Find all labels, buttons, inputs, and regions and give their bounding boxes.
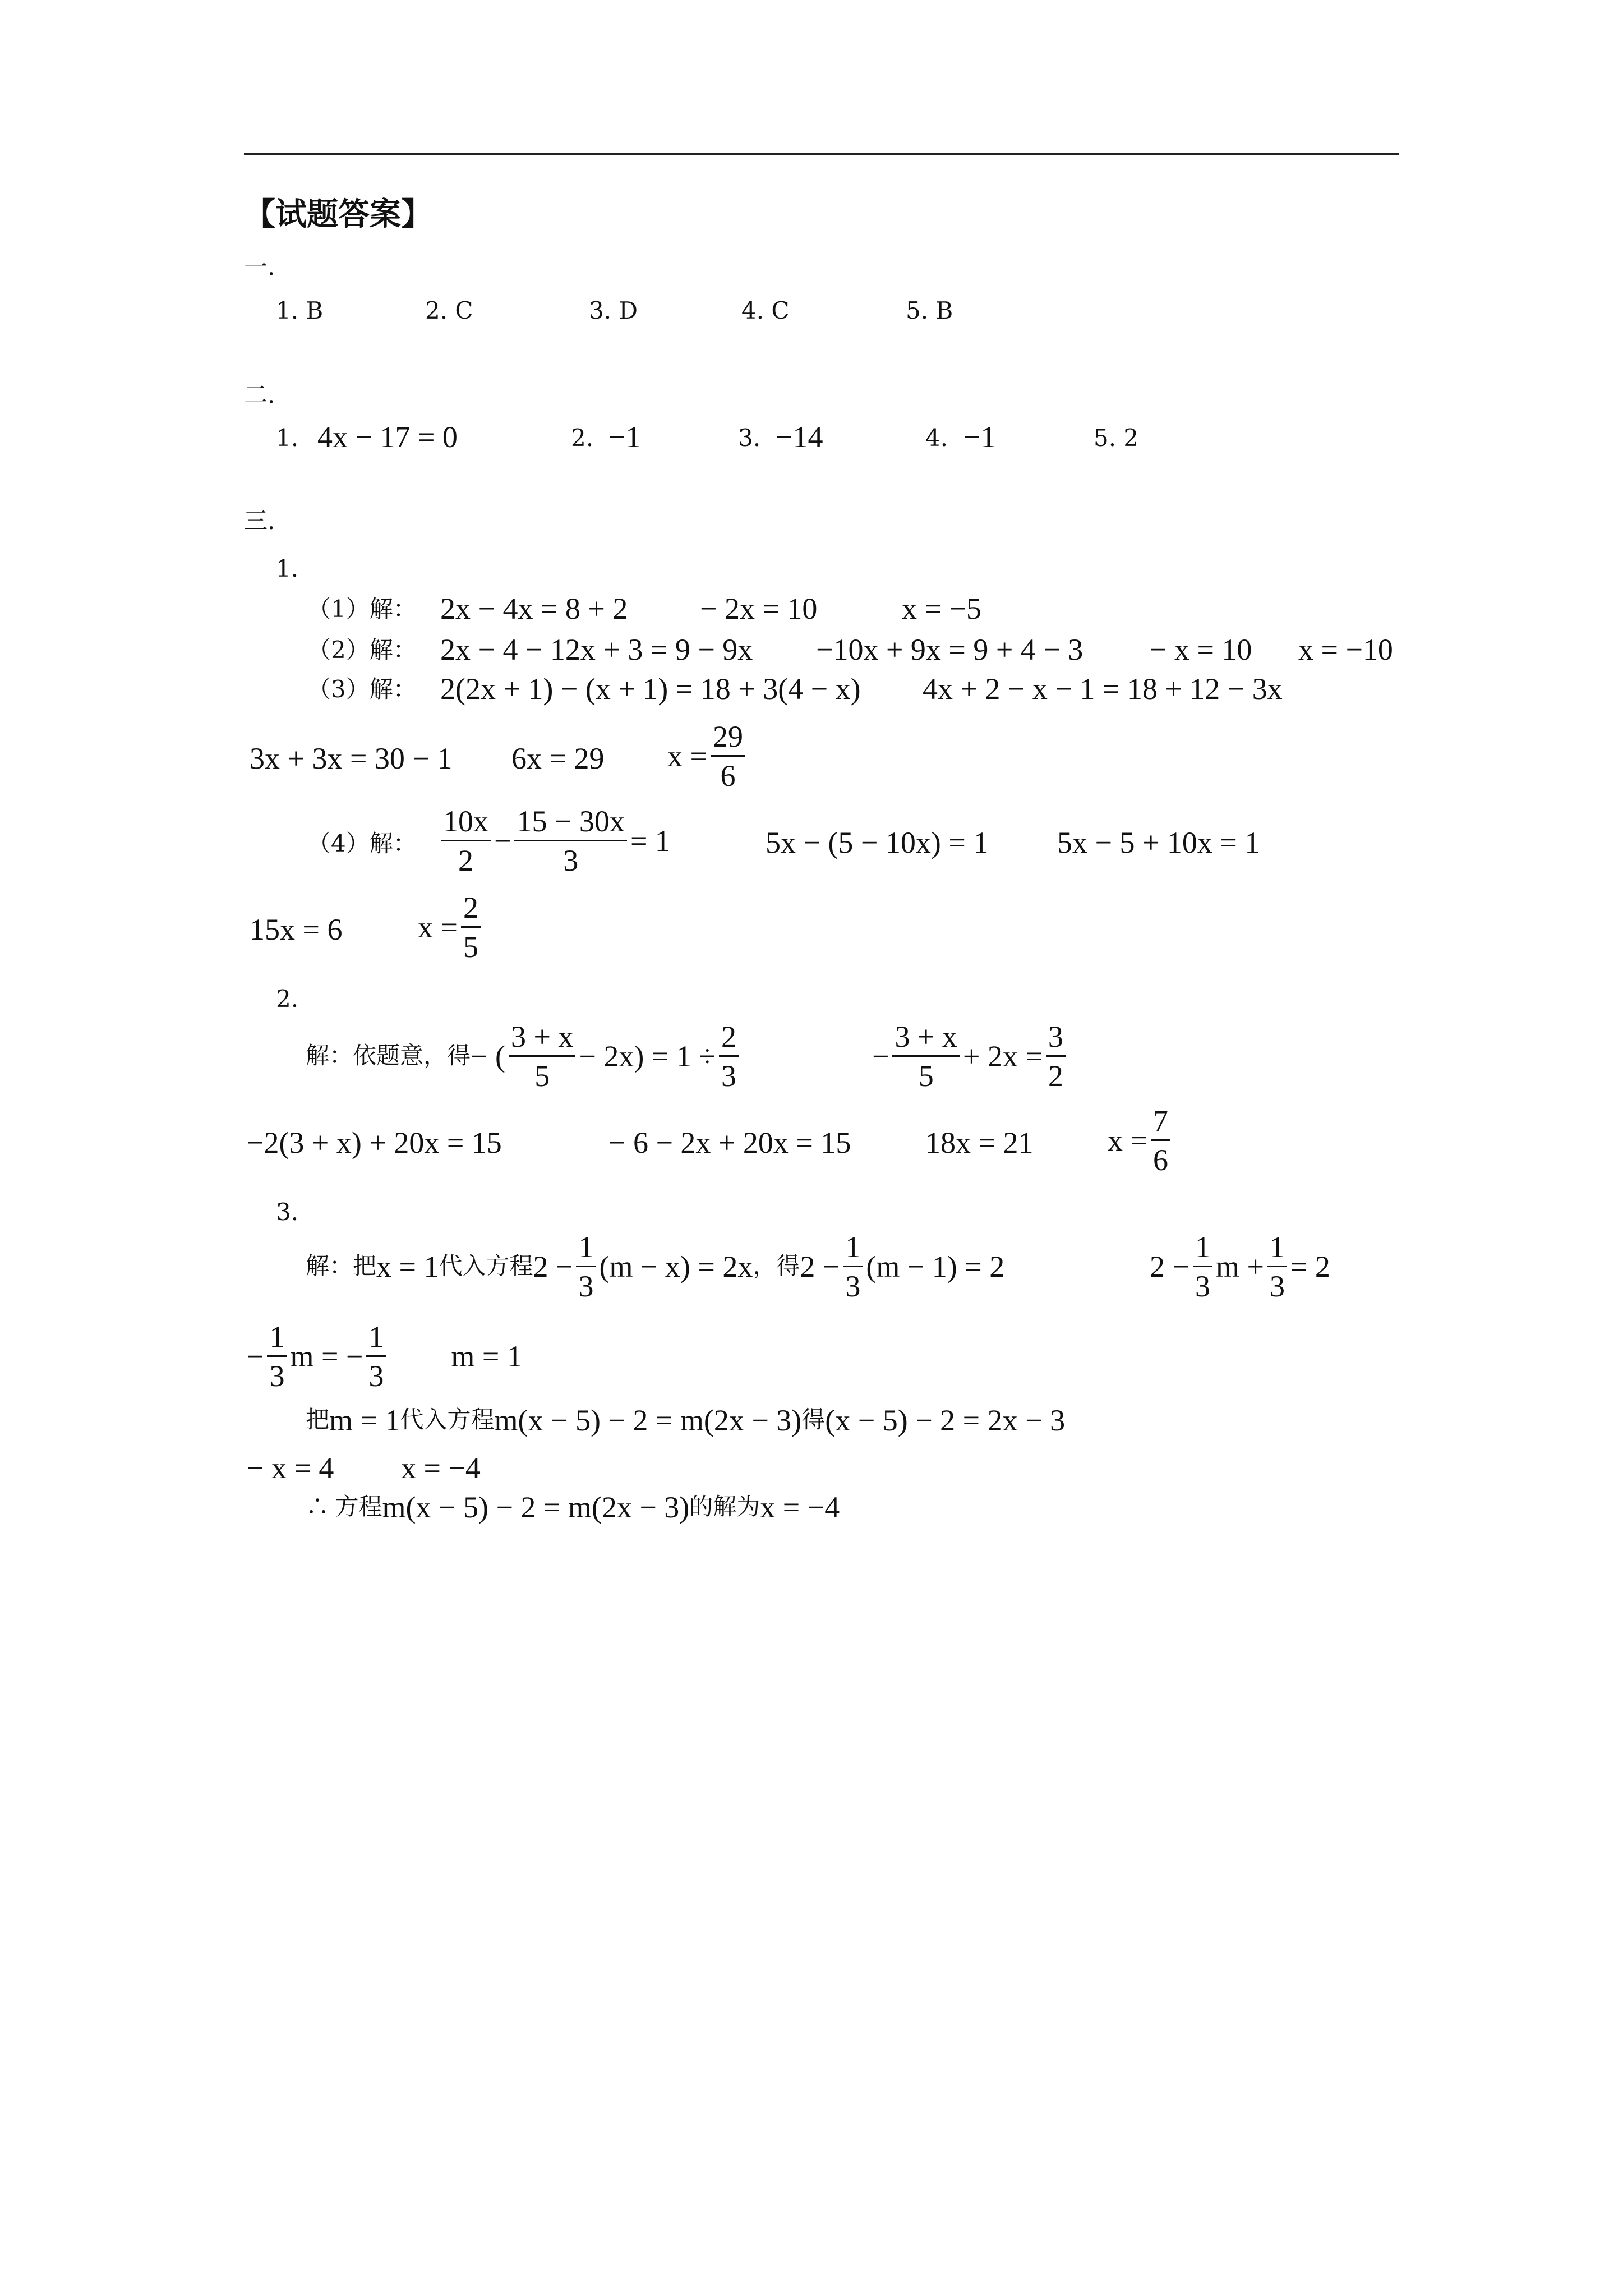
fraction-denominator: 3 (1269, 1269, 1285, 1303)
q3-l5-solution: x = −4 (760, 1490, 840, 1524)
answer-2-1-value: 4x − 17 = 0 (317, 420, 458, 454)
q1-p3-eq5-lhs: x = (667, 739, 707, 774)
q3-l1-text-a: 解：把 (306, 1254, 377, 1280)
q1-p4-eq5-lhs: x = (418, 910, 458, 945)
fraction-denominator: 3 (563, 843, 579, 877)
q2-e1-fraction-2 (719, 1021, 739, 1092)
fraction-denominator: 6 (720, 758, 736, 793)
q1-p4-eq2: 5x − (5 − 10x) = 1 (766, 826, 989, 859)
q2-e1-mid: − 2x) = 1 ÷ (579, 1039, 716, 1074)
q1-p2-eq4: x = −10 (1298, 633, 1393, 666)
answer-1-2: 2. C (425, 297, 473, 324)
fraction-denominator: 5 (918, 1059, 934, 1093)
q2-e2-fraction-1 (892, 1021, 959, 1092)
q1-p1-eq1: 2x − 4x = 8 + 2 (440, 592, 628, 625)
answer-2-4-num: 4. (925, 424, 948, 452)
fraction-numerator: 7 (1151, 1105, 1170, 1141)
q3-l1-d: 2 − (533, 1250, 573, 1284)
q3-line1-eq3 (1150, 1231, 1330, 1302)
q3-l2-fraction-2 (366, 1321, 386, 1392)
q1-p3-eq1: 2(2x + 1) − (x + 1) = 18 + 3(4 − x) (440, 672, 861, 706)
q1-p1-eq2: − 2x = 10 (700, 592, 818, 625)
fraction-numerator: 29 (711, 721, 745, 757)
q2-line2-eq4 (1108, 1105, 1174, 1176)
q3-number: 3. (276, 1198, 299, 1226)
section1-heading: 一. (244, 253, 275, 280)
answer-2-4-value: −1 (963, 420, 996, 454)
q3-l1-i: 2 − (1150, 1250, 1189, 1284)
q3-l1-g: 2 − (800, 1250, 840, 1284)
q3-l2-b: m = − (290, 1340, 363, 1374)
fraction-numerator: 3 + x (509, 1021, 575, 1057)
fraction-denominator: 3 (269, 1359, 285, 1393)
page-title: 【试题答案】 (244, 196, 432, 233)
answer-2-2-num: 2. (571, 424, 594, 452)
q1-number: 1. (276, 555, 299, 582)
q2-line1-eq2 (872, 1021, 1069, 1092)
q3-l2-fraction-1 (267, 1321, 287, 1392)
q3-l3-text-a: 把 (306, 1407, 330, 1433)
fraction-denominator: 3 (721, 1059, 736, 1093)
q1-p4-fraction-2 (514, 806, 626, 876)
q3-l1-fraction-3 (1193, 1231, 1212, 1302)
q3-line3 (306, 1405, 1065, 1435)
fraction-numerator: 3 + x (892, 1021, 959, 1057)
fraction-numerator: 10x (441, 806, 491, 841)
q2-l2-x: x = (1108, 1124, 1147, 1158)
fraction-numerator: 15 − 30x (514, 806, 626, 841)
q3-l1-e: (m − x) = 2x (599, 1250, 753, 1284)
q3-line4-eq2: x = −4 (401, 1451, 481, 1485)
header-rule (244, 153, 1399, 155)
q2-l2-fraction (1151, 1105, 1170, 1176)
q3-conclusion (306, 1492, 840, 1522)
fraction-numerator: 1 (843, 1231, 863, 1267)
q1-p2-label: （2）解： (307, 636, 417, 664)
fraction-numerator: 1 (1267, 1231, 1287, 1267)
answer-2-3-num: 3. (738, 424, 761, 452)
q2-number: 2. (276, 985, 299, 1013)
fraction-numerator: 1 (1193, 1231, 1212, 1267)
q3-l1-text-c: 代入方程 (439, 1254, 533, 1280)
q1-p3-eq3: 3x + 3x = 30 − 1 (250, 742, 453, 775)
q3-l3-equation: m(x − 5) − 2 = m(2x − 3) (494, 1404, 802, 1437)
q2-intro: 解：依题意，得 (306, 1043, 471, 1070)
fraction-numerator: 1 (366, 1321, 386, 1357)
q3-l1-fraction-1 (576, 1231, 596, 1302)
answer-2-5: 5. 2 (1094, 424, 1139, 452)
fraction-denominator: 3 (845, 1269, 861, 1303)
q1-p3-label: （3）解： (307, 675, 417, 703)
q2-line2-eq1: −2(3 + x) + 20x = 15 (247, 1126, 502, 1159)
q1-p1-eq3: x = −5 (902, 592, 981, 625)
fraction-denominator: 3 (578, 1269, 594, 1303)
fraction-numerator: 1 (576, 1231, 596, 1267)
q1-p4-eq5 (418, 892, 484, 963)
q3-l3-text-e: 得 (801, 1407, 826, 1433)
answer-2-3-value: −14 (776, 420, 823, 454)
q1-p4-eq1 (437, 806, 670, 876)
q2-line1 (306, 1021, 742, 1092)
q1-p2-eq3: − x = 10 (1150, 633, 1252, 666)
q1-p4-fraction-1 (441, 806, 491, 876)
q3-l2-a: − (247, 1340, 264, 1374)
q3-l1-h: (m − 1) = 2 (866, 1250, 1005, 1284)
q1-p3-eq5 (667, 721, 749, 792)
q3-line2 (247, 1321, 522, 1392)
q3-l3-result: (x − 5) − 2 = 2x − 3 (825, 1404, 1066, 1437)
fraction-denominator: 2 (1048, 1059, 1063, 1093)
fraction-numerator: 1 (267, 1321, 287, 1357)
q2-e1-pre: − ( (471, 1039, 505, 1074)
answer-2-1-num: 1. (276, 424, 299, 452)
q3-line4-eq1: − x = 4 (247, 1451, 334, 1485)
fraction-denominator: 3 (1195, 1269, 1210, 1303)
q3-l1-fraction-2 (843, 1231, 863, 1302)
q3-line1 (306, 1231, 1004, 1302)
q1-p4-eq5-fraction (461, 892, 481, 963)
q3-l1-k: = 2 (1290, 1250, 1330, 1284)
section2-heading: 二. (244, 381, 275, 408)
minus-sign: − (494, 824, 511, 858)
q1-p2-eq1: 2x − 4 − 12x + 3 = 9 − 9x (440, 633, 753, 666)
q1-p2-eq2: −10x + 9x = 9 + 4 − 3 (816, 633, 1083, 666)
answer-1-3: 3. D (589, 297, 638, 324)
fraction-denominator: 6 (1152, 1143, 1168, 1177)
fraction-denominator: 5 (463, 930, 478, 964)
q2-line2-eq3: 18x = 21 (925, 1126, 1034, 1159)
fraction-numerator: 3 (1046, 1021, 1066, 1057)
q3-l3-m-value: m = 1 (329, 1404, 400, 1437)
q3-l5-therefore: ∴ 方程 (306, 1494, 382, 1520)
q1-p3-eq4: 6x = 29 (511, 742, 605, 775)
q2-e1-fraction-1 (509, 1021, 575, 1092)
answer-1-4: 4. C (741, 297, 790, 324)
q1-p1-label: （1）解： (307, 595, 417, 623)
q3-l5-text: 的解为 (689, 1494, 760, 1520)
q3-l5-equation: m(x − 5) − 2 = m(2x − 3) (382, 1490, 690, 1524)
q2-e2-pre: − (872, 1039, 889, 1074)
q1-p4-eq4: 15x = 6 (250, 913, 343, 946)
q1-p3-eq5-fraction (711, 721, 745, 792)
fraction-denominator: 3 (368, 1359, 384, 1393)
q1-p4-rhs: = 1 (630, 824, 670, 858)
q3-l3-text-c: 代入方程 (400, 1407, 495, 1433)
section3-heading: 三. (244, 507, 275, 535)
q1-p3-eq2: 4x + 2 − x − 1 = 18 + 12 − 3x (923, 672, 1283, 706)
answer-2-2-value: −1 (608, 420, 641, 454)
q3-l1-x-value: x = 1 (376, 1250, 439, 1284)
q2-line2-eq2: − 6 − 2x + 20x = 15 (608, 1126, 851, 1159)
q3-l1-j: m + (1215, 1250, 1264, 1284)
q1-p4-label: （4）解： (307, 830, 417, 857)
q3-l1-text-f: ，得 (753, 1254, 800, 1280)
answer-1-5: 5. B (906, 297, 953, 324)
q3-l1-fraction-4 (1267, 1231, 1287, 1302)
fraction-denominator: 2 (458, 843, 473, 877)
fraction-numerator: 2 (719, 1021, 739, 1057)
q2-e2-fraction-2 (1046, 1021, 1066, 1092)
fraction-numerator: 2 (461, 892, 481, 928)
answer-1-1: 1. B (276, 297, 324, 324)
q1-p4-eq3: 5x − 5 + 10x = 1 (1057, 826, 1260, 859)
q2-e2-mid: + 2x = (962, 1039, 1043, 1074)
fraction-denominator: 5 (534, 1059, 550, 1093)
q3-l2-c: m = 1 (451, 1340, 522, 1374)
